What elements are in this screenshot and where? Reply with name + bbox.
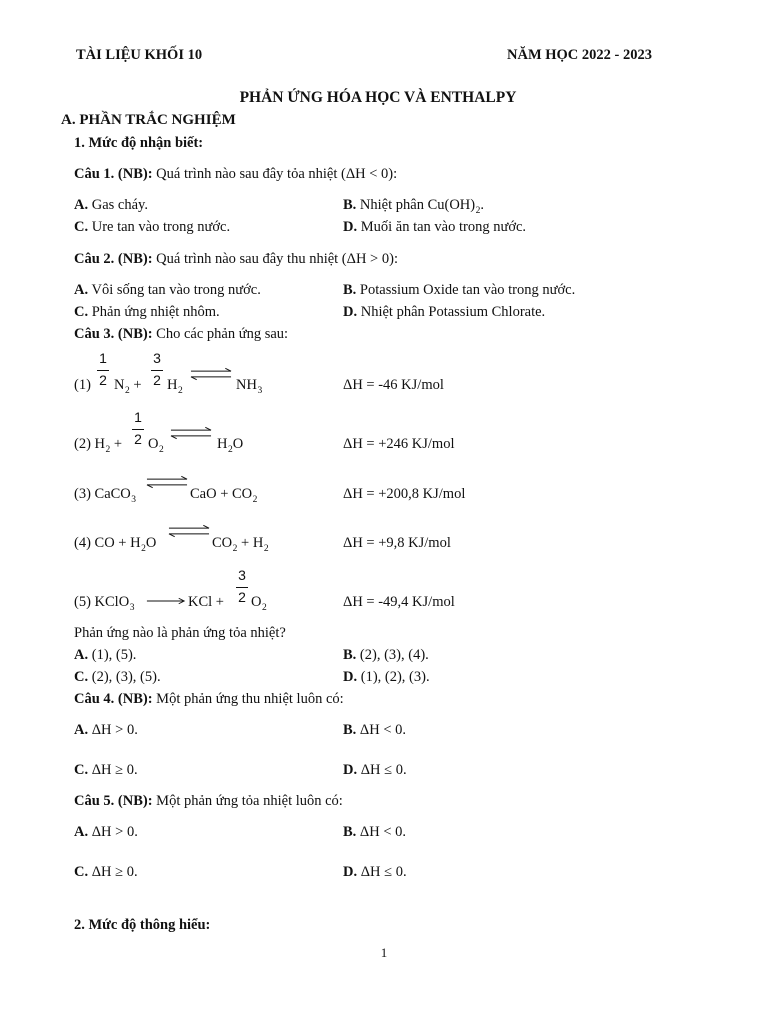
- q3-prompt: Phản ứng nào là phản ứng tỏa nhiệt?: [74, 625, 286, 641]
- q1-option-b: B. Nhiệt phân $Cu(OH)_2$.: [343, 197, 484, 216]
- question-2: Câu 2. (NB): Quá trình nào sau đây thu nhiệt (ΔH > 0):: [74, 251, 398, 267]
- equilibrium-arrow: [146, 475, 188, 489]
- question-1: Câu 1. (NB): Quá trình nào sau đây tỏa nhiệt (ΔH < 0):: [74, 166, 398, 182]
- q2-option-c: C. Phản ứng nhiệt nhôm.: [74, 304, 220, 320]
- q1-option-a: A. Gas cháy.: [74, 197, 148, 213]
- q3-option-a: A. (1), (5).: [74, 647, 137, 663]
- section-heading: A. PHẦN TRẮC NGHIỆM: [61, 112, 236, 128]
- q3-option-c: C. (2), (3), (5).: [74, 669, 161, 685]
- page-number: 1: [380, 945, 388, 960]
- q4-option-d: D. ΔH ≤ 0.: [343, 762, 407, 778]
- q2-option-d: D. Nhiệt phân Potassium Chlorate.: [343, 304, 546, 320]
- q5-option-b: B. ΔH < 0.: [343, 824, 407, 840]
- q5-option-d: D. ΔH ≤ 0.: [343, 864, 407, 880]
- header-right: NĂM HỌC 2022 - 2023: [507, 47, 652, 63]
- header-left: TÀI LIỆU KHỐI 10: [76, 47, 203, 63]
- q2-option-b: B. Potassium Oxide tan vào trong nước.: [343, 282, 576, 298]
- q2-option-a: A. Vôi sống tan vào trong nước.: [74, 282, 261, 298]
- q5-option-c: C. ΔH ≥ 0.: [74, 864, 138, 880]
- enthalpy-4: ΔH = +9,8 KJ/mol: [343, 535, 451, 551]
- q5-option-a: A. ΔH > 0.: [74, 824, 138, 840]
- level-heading-2: 2. Mức độ thông hiểu:: [74, 917, 211, 933]
- q1-option-c: C. Ure tan vào trong nước.: [74, 219, 231, 235]
- q4-option-b: B. ΔH < 0.: [343, 722, 407, 738]
- equilibrium-arrow: [190, 367, 232, 381]
- page-title: PHẢN ỨNG HÓA HỌC VÀ ENTHALPY: [239, 89, 517, 106]
- equilibrium-arrow: [168, 524, 210, 538]
- q1-option-d: D. Muối ăn tan vào trong nước.: [343, 219, 527, 235]
- q3-option-b: B. (2), (3), (4).: [343, 647, 429, 663]
- q4-option-a: A. ΔH > 0.: [74, 722, 138, 738]
- question-3: Câu 3. (NB): Cho các phản ứng sau:: [74, 326, 289, 342]
- question-5: Câu 5. (NB): Một phản ứng tỏa nhiệt luôn có:: [74, 793, 343, 809]
- question-4: Câu 4. (NB): Một phản ứng thu nhiệt luôn có:: [74, 691, 344, 707]
- enthalpy-5: ΔH = -49,4 KJ/mol: [343, 594, 455, 610]
- equilibrium-arrow: [170, 426, 212, 440]
- enthalpy-1: ΔH = -46 KJ/mol: [343, 377, 444, 393]
- q4-option-c: C. ΔH ≥ 0.: [74, 762, 138, 778]
- enthalpy-2: ΔH = +246 KJ/mol: [343, 436, 455, 452]
- q3-option-d: D. (1), (2), (3).: [343, 669, 430, 685]
- enthalpy-3: ΔH = +200,8 KJ/mol: [343, 486, 466, 502]
- level-heading-1: 1. Mức độ nhận biết:: [74, 135, 204, 151]
- right-arrow: [146, 596, 186, 606]
